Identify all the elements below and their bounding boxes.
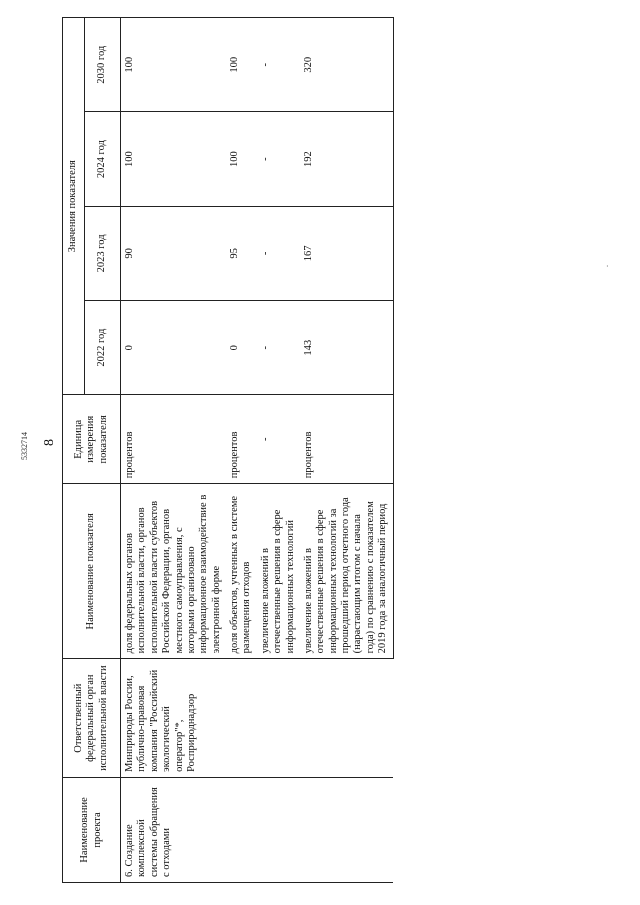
project-name: 6. Создание комплексной системы обращения с отходами xyxy=(121,777,394,882)
indicator-unit: процентов xyxy=(300,395,393,484)
indicator-unit: - xyxy=(257,395,300,484)
header-project: Наименование проекта xyxy=(63,777,121,882)
indicator-name: увеличение вложений в отечественные решения в сфере информационных технологий за прошедший период отчетного года (нарастающим итогом с начала года) по сравнению с показателем 2019 года за аналогичный период xyxy=(300,484,393,659)
value-2024: 100 xyxy=(121,112,227,206)
value-2030: 100 xyxy=(226,18,257,112)
value-2023: 167 xyxy=(300,206,393,300)
value-2024: 192 xyxy=(300,112,393,206)
value-2030: - xyxy=(257,18,300,112)
value-2022: 0 xyxy=(121,301,227,395)
value-2023: 95 xyxy=(226,206,257,300)
indicator-name: доля федеральных органов исполнительной власти, органов исполнительной власти субъектов Российской Федерации, органов местного самоуправления, с которыми организовано информационное взаимодействие в электронной форме xyxy=(121,484,227,659)
document-code: 5332714 xyxy=(20,432,29,460)
value-2023: 90 xyxy=(121,206,227,300)
value-2024: 100 xyxy=(226,112,257,206)
indicator-name: увеличение вложений в отечественные решения в сфере информационных технологий xyxy=(257,484,300,659)
header-year-2023: 2023 год xyxy=(85,206,121,300)
header-year-2022: 2022 год xyxy=(85,301,121,395)
indicator-unit: процентов xyxy=(121,395,227,484)
value-2030: 320 xyxy=(300,18,393,112)
value-2030: 100 xyxy=(121,18,227,112)
header-responsible: Ответственный федеральный орган исполнительной власти xyxy=(63,659,121,778)
value-2022: 143 xyxy=(300,301,393,395)
header-indicator: Наименование показателя xyxy=(63,484,121,659)
header-year-2030: 2030 год xyxy=(85,18,121,112)
header-values-group: Значения показателя xyxy=(63,18,85,395)
table-row xyxy=(121,18,227,883)
scan-dot: · xyxy=(606,262,609,271)
page-number: 8 xyxy=(42,439,57,446)
value-2024: - xyxy=(257,112,300,206)
value-2022: - xyxy=(257,301,300,395)
indicator-table-wrapper xyxy=(62,17,612,883)
indicator-table xyxy=(62,17,394,883)
header-year-2024: 2024 год xyxy=(85,112,121,206)
responsible-organ: Минприроды России, публично-правовая компания "Российский экологический оператор"*, Росприроднадзор xyxy=(121,659,394,778)
indicator-unit: процентов xyxy=(226,395,257,484)
indicator-name: доля объектов, учтенных в системе размещения отходов xyxy=(226,484,257,659)
value-2023: - xyxy=(257,206,300,300)
header-unit: Единица измерения показателя xyxy=(63,395,121,484)
value-2022: 0 xyxy=(226,301,257,395)
